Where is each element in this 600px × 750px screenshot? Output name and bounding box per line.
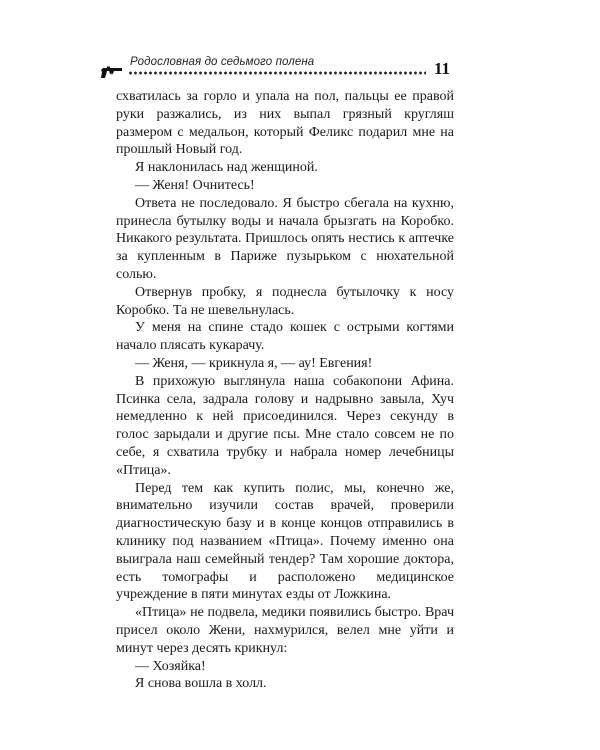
paragraph: В прихожую выглянула наша собакопони Афина. Псинка села, задрала голову и надрывно завыла, Хуч немедленно к ней присоединился. Через секунду в голос зарыдали и другие псы. Мне стало совсем не по себе, я схватила трубку и набрала номер лечебницы «Птица». (116, 373, 454, 478)
book-title: Родословная до седьмого полена (130, 56, 315, 68)
paragraph: схватилась за горло и упала на пол, пальцы ее правой руки разжались, из них выпал грязный кругляш размером с медальон, который Феликс подарил мне на прошлый Новый год. (116, 89, 454, 158)
running-header (100, 56, 450, 80)
paragraph: Я наклонилась над женщиной. (135, 160, 318, 176)
paragraph: Ответа не последовало. Я быстро сбегала на кухню, принесла бутылку воды и начала брызгать на Коробко. Никакого результата. Пришлось опять нестись к аптечке за купленным в Париже пузырьком с нюхательной солью. (116, 195, 454, 282)
paragraph: Я снова вошла в холл. (135, 676, 267, 692)
paragraph: «Птица» не подвела, медики появились быстро. Врач присел около Жени, нахмурился, велел мне уйти и минут через десять крикнул: (116, 605, 454, 656)
paragraph: Перед тем как купить полис, мы, конечно же, внимательно изучили состав врачей, проверили диагностическую базу и в конце концов отправились в клинику под названием «Птица». Почему именно она выиграла наш семейный тендер? Там хорошие доктора, есть томографы и расположено медицинское учреждение в пяти минутах езды от Ложкина. (116, 480, 454, 603)
paragraph: — Хозяйка! (135, 658, 206, 674)
paragraph: У меня на спине стадо кошек с острыми когтями начало плясать кукарачу. (116, 320, 454, 354)
dotted-leader (128, 70, 426, 76)
paragraph: Отвернув пробку, я поднесла бутылочку к носу Коробко. Та не шевельнулась. (116, 284, 454, 318)
paragraph: — Женя, — крикнула я, — ау! Евгения! (135, 355, 373, 371)
page-number: 11 (433, 59, 450, 78)
revolver-icon (100, 65, 128, 79)
body-text (116, 88, 454, 693)
paragraph: — Женя! Очнитесь! (135, 177, 255, 193)
